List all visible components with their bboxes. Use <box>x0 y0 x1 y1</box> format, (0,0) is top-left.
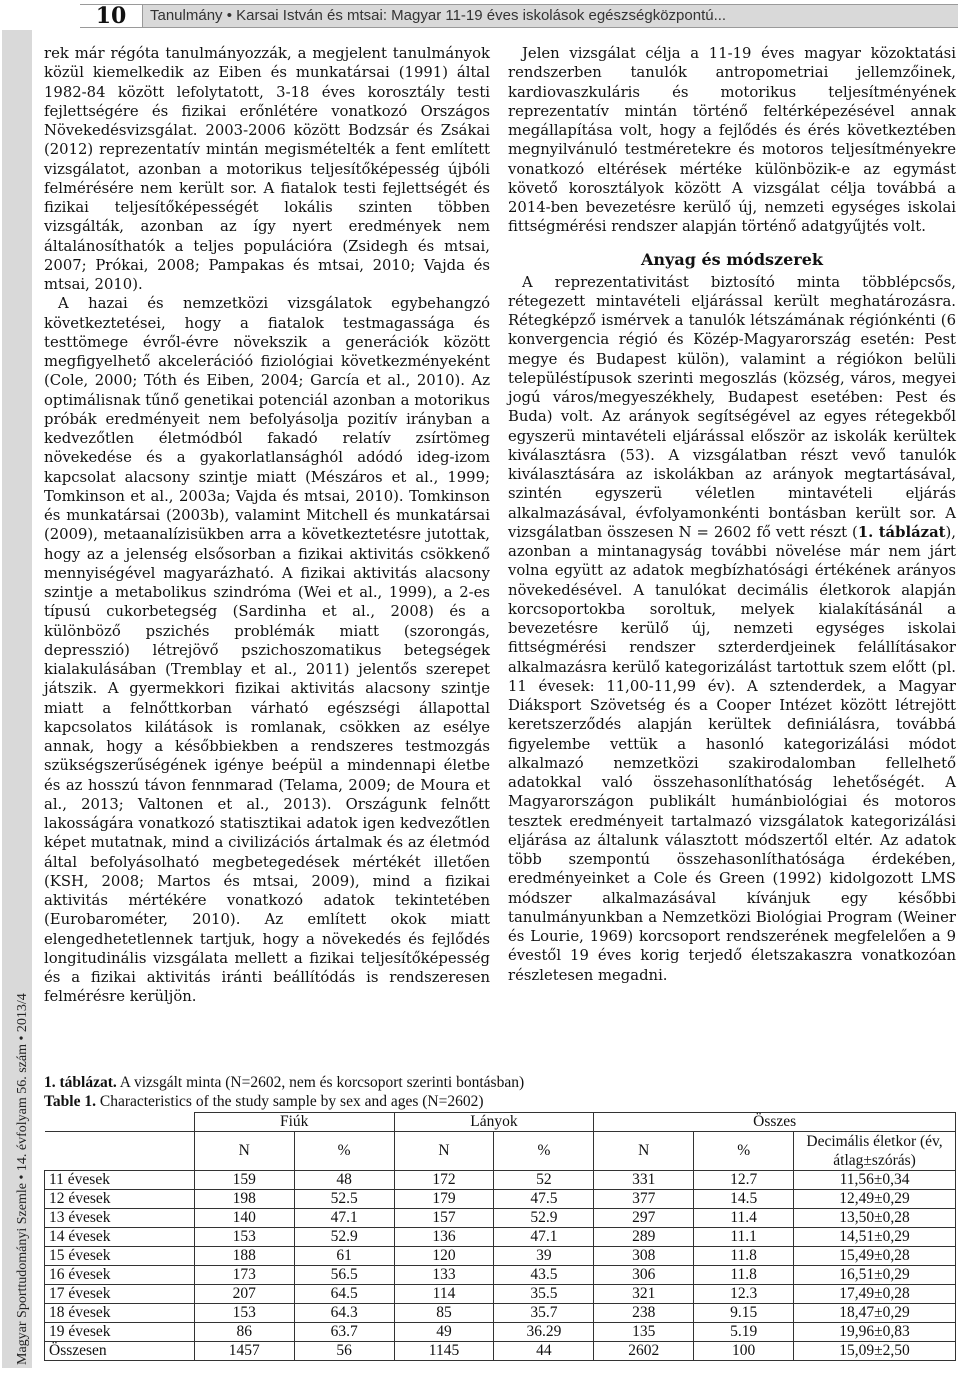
row-label-cell: 14 évesek <box>45 1228 195 1247</box>
table-cell: 12.3 <box>694 1285 794 1304</box>
sample-table <box>44 1112 956 1361</box>
table-header-row <box>45 1113 956 1132</box>
table-cell: 207 <box>194 1285 294 1304</box>
journal-side-label: Magyar Sporttudományi Szemle • 14. évfolyam 56. szám • 2013/4 <box>15 993 30 1365</box>
caption-label: 1. táblázat. <box>44 1074 117 1091</box>
table-cell: 48 <box>294 1171 394 1190</box>
table-cell: 136 <box>394 1228 494 1247</box>
table-cell: 14,51±0,29 <box>794 1228 956 1247</box>
row-label-cell: 18 évesek <box>45 1304 195 1323</box>
header-cell <box>45 1132 195 1171</box>
table-cell: 12,49±0,29 <box>794 1190 956 1209</box>
table-cell: 64.3 <box>294 1304 394 1323</box>
running-header <box>80 4 958 28</box>
table-row <box>45 1304 956 1323</box>
row-label-cell: 11 évesek <box>45 1171 195 1190</box>
table-cell: 11.8 <box>694 1266 794 1285</box>
table-cell: 18,47±0,29 <box>794 1304 956 1323</box>
table-cell: 44 <box>494 1342 594 1361</box>
table-cell: 12.7 <box>694 1171 794 1190</box>
table-cell: 238 <box>594 1304 694 1323</box>
header-cell: N <box>594 1132 694 1171</box>
table-cell: 11.4 <box>694 1209 794 1228</box>
table-cell: 179 <box>394 1190 494 1209</box>
header-cell: % <box>294 1132 394 1171</box>
row-label-cell: Összesen <box>45 1342 195 1361</box>
right-column <box>508 44 956 985</box>
table-cell: 5.19 <box>694 1323 794 1342</box>
row-label-cell: 15 évesek <box>45 1247 195 1266</box>
running-title: Tanulmány • Karsai István és mtsai: Magyar 11-19 éves iskolások egészségközpontú... <box>150 7 727 24</box>
table-cell: 15,09±2,50 <box>794 1342 956 1361</box>
table-cell: 153 <box>194 1228 294 1247</box>
table-cell: 64.5 <box>294 1285 394 1304</box>
row-label-cell: 16 évesek <box>45 1266 195 1285</box>
table-row <box>45 1342 956 1361</box>
table-row <box>45 1247 956 1266</box>
table-cell: 159 <box>194 1171 294 1190</box>
table-row <box>45 1209 956 1228</box>
table-cell: 86 <box>194 1323 294 1342</box>
table-cell: 133 <box>394 1266 494 1285</box>
header-cell: Decimális életkor (év, átlag±szórás) <box>794 1132 956 1171</box>
table-row <box>45 1323 956 1342</box>
section-heading: Anyag és módszerek <box>641 249 823 269</box>
table-caption-en <box>44 1092 956 1111</box>
header-cell: Összes <box>594 1113 956 1132</box>
table-cell: 52 <box>494 1171 594 1190</box>
table-cell: 306 <box>594 1266 694 1285</box>
left-column <box>44 44 490 1007</box>
table-cell: 11,56±0,34 <box>794 1171 956 1190</box>
table-cell: 2602 <box>594 1342 694 1361</box>
table-cell: 135 <box>594 1323 694 1342</box>
table-cell: 13,50±0,28 <box>794 1209 956 1228</box>
table-cell: 321 <box>594 1285 694 1304</box>
table-cell: 52.9 <box>494 1209 594 1228</box>
table-cell: 19,96±0,83 <box>794 1323 956 1342</box>
table-cell: 1457 <box>194 1342 294 1361</box>
table-cell: 308 <box>594 1247 694 1266</box>
table-cell: 114 <box>394 1285 494 1304</box>
table-cell: 11.1 <box>694 1228 794 1247</box>
table-cell: 47.1 <box>494 1228 594 1247</box>
header-cell: % <box>494 1132 594 1171</box>
table-row <box>45 1190 956 1209</box>
table-cell: 47.5 <box>494 1190 594 1209</box>
table-cell: 289 <box>594 1228 694 1247</box>
table-cell: 157 <box>394 1209 494 1228</box>
text-run: A reprezentativitást biztosító minta többlépcsős, rétegezett mintavételi eljárással került meghatározásra. Rétegképző ismérvek a tanulók létszámának régiónkénti (6 konvergencia régió és Közép-Magyarország esetén: Pest megye és Budapest külön), valamint a régiókon belüli településtípusok szerinti megoszlás (község, város, megyei jogú város/megyeszékhely, Budapest esetében: Pest és Buda) volt. Az arányok segítségével az egyes rétegekből egyszerü mintavételi eljárással először az iskolák kerültek kiválasztásra (53). A vizsgálatban részt vevő tanulók kiválasztására az iskolákban az arányok megtartásával, szintén egyszerü véletlen mintavételi eljárás alkalmazásával, évfolyamonkénti bontásban került sor. A vizsgálatban összesen N = 2602 fő vett részt ( <box>508 273 956 541</box>
page-number-box <box>80 5 143 27</box>
table-cell: 56 <box>294 1342 394 1361</box>
table-cell: 14.5 <box>694 1190 794 1209</box>
page-number: 10 <box>95 4 127 28</box>
table-cell: 85 <box>394 1304 494 1323</box>
header-cell: N <box>194 1132 294 1171</box>
table-cell: 140 <box>194 1209 294 1228</box>
table-row <box>45 1285 956 1304</box>
table-cell: 17,49±0,28 <box>794 1285 956 1304</box>
table-cell: 61 <box>294 1247 394 1266</box>
table-cell: 100 <box>694 1342 794 1361</box>
table-cell: 172 <box>394 1171 494 1190</box>
table-cell: 39 <box>494 1247 594 1266</box>
table-cell: 63.7 <box>294 1323 394 1342</box>
table-cell: 331 <box>594 1171 694 1190</box>
table-cell: 297 <box>594 1209 694 1228</box>
table-cell: 173 <box>194 1266 294 1285</box>
text-run: ), azonban a mintanagyság további növelése már nem járt volna együtt az adatok megbízhatósági értékének arányos növekedésével. A tanulókat decimális életkorok alapján korcsoportokba soroltuk, melyek kialakításánál a bevezetésre kerülő új, nemzeti egységes iskolai fittségmérési rendszer szterderdjeinek felállításakor alkalmazásra kerülő kategorizálást tartottuk szem előtt (pl. 11 évesek: 11,00-11,99 év). A sztenderdek, a Magyar Diáksport Szövetség és a Cooper Intézet között létrejött keretszerződés alapján kerültek definiálásra, továbbá figyelembe vettük a hasonló kategorizálási módot alkalmazó nemzetközi szakirodalomban fellelhető adatokkal való összehasonlíthatóság lehetőségét. A Magyarországon publikált humánbiológiai és motoros tesztek eredményeit tartalmazó vizsgálatok kategorizálási eljárása az általunk választott módszertől eltér. Az adatok több szempontú összehasonlíthatósága érdekében, eredményeinket a Cole és Green (1992) kidolgozott LMS módszer alkalmazásával kívánjuk egy későbbi tanulmányunkban a Nemzetközi Biológiai Program (Weiner és Lourie, 1969) korcsoport rendszerének megfelelően a 9 évestől 19 éves korig terjedő életszakaszra vonatkozóan részletesen megadni. <box>508 523 956 984</box>
caption-label: Table 1. <box>44 1093 96 1110</box>
table-cell: 56.5 <box>294 1266 394 1285</box>
table-cell: 52.9 <box>294 1228 394 1247</box>
row-label-cell: 19 évesek <box>45 1323 195 1342</box>
table-cell: 120 <box>394 1247 494 1266</box>
table-cell: 198 <box>194 1190 294 1209</box>
table-cell: 35.7 <box>494 1304 594 1323</box>
row-label-cell: 12 évesek <box>45 1190 195 1209</box>
table-cell: 35.5 <box>494 1285 594 1304</box>
table-cell: 52.5 <box>294 1190 394 1209</box>
paragraph <box>508 273 956 985</box>
table-cell: 11.8 <box>694 1247 794 1266</box>
table-cell: 153 <box>194 1304 294 1323</box>
paragraph: rek már régóta tanulmányozzák, a megjelent tanulmányok közül kiemelkedik az Eiben és munkatársai (1991) által 1982-84 között lefolytatott, 3-18 éves korosztály testi fejlettségére és fizikai erőnlétére vonatkozó Országos Növekedésvizsgálat. 2003-2006 között Bodzsár és Zsákai (2012) reprezentatív mintán megismételték a fent említett vizsgálatot, azonban a motorikus teljesítőképesség újbóli felmérésére nem került sor. A fiatalok testi fejlettségét és fizikai teljesítőképességét lokális szinten többen vizsgálták, azonban az így nyert eredmények nem általánosíthatók a teljes populációra (Zsidegh és mtsai, 2007; Prókai, 2008; Pampakas és mtsai, 2010; Vajda és mtsai, 2010). <box>44 45 490 293</box>
caption-text: A vizsgált minta (N=2602, nem és korcsoport szerinti bontásban) <box>116 1074 525 1091</box>
row-label-cell: 13 évesek <box>45 1209 195 1228</box>
row-label-cell: 17 évesek <box>45 1285 195 1304</box>
table-cell: 188 <box>194 1247 294 1266</box>
caption-text: Characteristics of the study sample by sex and ages (N=2602) <box>95 1093 484 1110</box>
table-cell: 47.1 <box>294 1209 394 1228</box>
header-cell: % <box>694 1132 794 1171</box>
table-reference: 1. táblázat <box>857 523 946 541</box>
paragraph: A hazai és nemzetközi vizsgálatok egybehangzó következtetései, hogy a fiatalok testmagassága és testtömege évről-évre növekszik a generációk között megfigyelhető akcelerációó fiziológiai következményeként (Cole, 2000; Tóth és Eiben, 2004; García et al., 2010). Az optimálisnak tűnő genetikai potenciál azonban a motorikus próbák eredményeit nem befolyásolja pozitív irányban a kedvezőtlen életmódból fakadó relatív zsírtömeg növekedése és a gyakorlatlansághól adódó ideg-izom kapcsolat alacsony szintje miatt (Mészáros et al., 1999; Tomkinson et al., 2003a; Vajda és mtsai, 2010). Tomkinson és munkatársai (2003b), valamint Mitchell és munkatársai (2009), metaanalízisükben arra a következtetésre jutottak, hogy az a jelenség elsősorban a fizikai aktivitás csökkenő mennyiségével magyarázható. A fizikai aktivitás alacsony szintje a metabolikus szindróma (Wei et al., 1999), a 2-es típusú cukorbetegség (Sardinha et al., 2008) és a különböző pszichés problémák miatt (szorongás, depresszió) létrejövő pszichoszomatikus betegségek kialakulásában (Tremblay et al., 2011) jelentős szerepet játszik. A gyermekkori fizikai aktivitás alacsony szintje miatt a felnőttkorban várható egészségi állapottal kapcsolatos kilátások is romlanak, csökken az esélye annak, hogy a későbbiekben a rendszeres testmozgás szükségszerűségének igénye beépül a mindennapi életbe és az hosszú távon fennmarad (Telama, 2009; de Moura et al., 2013; Valtonen et al., 2013). Országunk felnőtt lakosságára vonatkozó statisztikai adatok igen kedvezőtlen képet mutatnak, mind a civilizációs ártalmak és az életmód által befolyásolható megbetegedések mértékét illetően (KSH, 2008; Martos és mtsai, 2009), mind a fizikai aktivitás mértékére vonatkozó adatok tekintetében (Eurobarométer, 2010). Az említett okok miatt elengedhetetlennek tartjuk, hogy a növekedés és fejlődés longitudinális vizsgálata mellett a fizikai teljesítőképesség és a fizikai aktivitás iránti beállítódás is rendszeresen felmérésre kerüljön. <box>44 295 490 1006</box>
table-row <box>45 1228 956 1247</box>
table-row <box>45 1266 956 1285</box>
table-cell: 49 <box>394 1323 494 1342</box>
table-cell: 9.15 <box>694 1304 794 1323</box>
table-cell: 36.29 <box>494 1323 594 1342</box>
header-cell: Fiúk <box>194 1113 394 1132</box>
paragraph: Jelen vizsgálat célja a 11-19 éves magyar közoktatási rendszerben tanulók antropometriai jellemzőinek, kardiovaszkuláris és motorikus teljesítményének reprezentatív mintán történő feltérképezésével annak megállapítása volt, hogy a fejlődés és érés következtében megnyilvánuló testméretekre és motoros teljesítményekre vonatkozó eltérések mértéke különbözik-e az egymást követő korosztályok között A vizsgálat célja továbbá a 2014-ben bevezetésre kerülő új, nemzeti egységes iskolai fittségmérési rendszer alapján történő adatgyűjtés volt. <box>508 45 956 236</box>
table-cell: 16,51±0,29 <box>794 1266 956 1285</box>
table-cell: 1145 <box>394 1342 494 1361</box>
table-row <box>45 1171 956 1190</box>
header-cell: N <box>394 1132 494 1171</box>
table-cell: 15,49±0,28 <box>794 1247 956 1266</box>
table-cell: 43.5 <box>494 1266 594 1285</box>
table-body <box>45 1171 956 1361</box>
table-cell: 377 <box>594 1190 694 1209</box>
table-caption-hu <box>44 1073 956 1092</box>
table-header-row <box>45 1132 956 1171</box>
header-cell: Lányok <box>394 1113 594 1132</box>
header-cell <box>45 1113 195 1132</box>
